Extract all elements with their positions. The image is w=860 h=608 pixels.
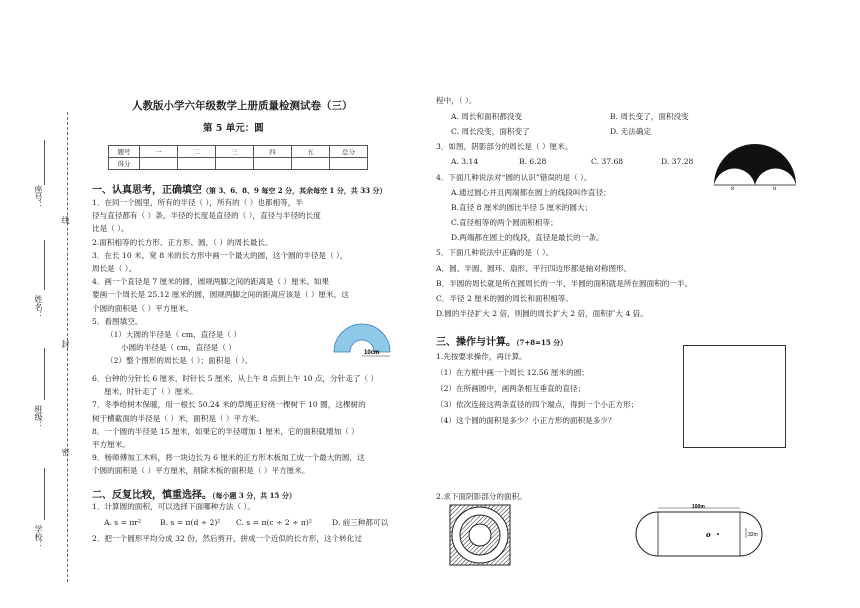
section-3-heading [436,333,567,348]
score-row-label: 得分 [109,158,140,170]
section-3-note: （7+8=15 分） [516,338,568,347]
q-line: 个圆的面积是（ ）平方厘米。 [92,303,194,313]
class-line [44,348,45,400]
q-line: 1．在同一个圆里，所有的半径（ ），所有的（ ）也都相等，半 [92,198,303,207]
q-line: 3．在长 10 米，宽 8 米的长方形中画一个最大的圆，这个圆的半径是（ ）， [92,250,348,260]
score-header: 一 [140,146,178,158]
r-q3-option-a[interactable]: A. 3.14 [451,157,479,166]
s3-step: （1）在方框中画一个周长 12.56 厘米的圆； [436,368,589,377]
r-q4-option-a[interactable]: A.通过圆心并且两端都在圆上的线段叫作直径； [451,188,611,197]
seat-number-line [44,140,45,185]
shaded-square-figure [449,504,511,566]
seal-seal-mark: 封 [61,340,70,348]
q5-line: （2）整个图形的周长是（ ）；面积是（ ）。 [106,356,253,365]
q-line: 8．一个圆的半径是 15 厘米，如果它的半径增加 1 厘米，它的面积就增加（ ） [92,426,359,436]
r-q4: 4．下面几种说法对“圆的认识”错误的是（ ）。 [436,173,592,182]
score-cell[interactable] [254,158,292,170]
q-line: 7．冬季给树木保暖，用一根长 50.24 米的草绳正好绕一棵树干 10 圈，这棵树的 [92,400,366,410]
seal-line-mark: 线 [61,216,70,224]
r-q4-option-d[interactable]: D.两端都在圆上的线段，直径是最长的一条。 [451,233,604,242]
school-label: 学校： [34,525,43,549]
score-header: 四 [254,146,292,158]
s2-q1-option-b[interactable]: B. s = π(d ÷ 2)² [160,518,221,527]
r-q4-option-b[interactable]: B.直径 8 厘米的圆比半径 5 厘米的圆大； [451,203,593,212]
section-1-more-questions [92,372,378,478]
q3-figure [710,140,800,190]
q5-line: （1）大圆的半径是（ cm，直径是（ ） [106,330,242,339]
section-1-heading [92,181,386,196]
center-dot [717,533,719,535]
q-line: 径与直径都有（ ）条，半径的长度是直径的（ ），直径与半径的长度 [92,211,321,221]
seat-number-label: 座号： [34,185,43,209]
q-line: 厘米，时针走了（ ）厘米。 [104,387,198,397]
r-q5-option-b[interactable]: B．半圆的周长就是所在圆周长的一半，半圆的面积就是所在圆面积的一半。 [436,279,693,288]
score-cell[interactable] [216,158,254,170]
width-label: 32m [748,532,758,538]
s2-q2: 2．把一个圆形平均分成 32 份，然后剪开，拼成一个近似的长方形，这个转化过 [92,534,362,543]
track-figure [634,502,764,566]
r-q3: 3．如图，阴影部分的周长是（ ）厘米。 [436,142,573,151]
section-2-note: （每小题 3 分，共 15 分） [212,491,296,500]
r-q5: 5．下面几种说法中正确的是（ ）。 [436,248,554,257]
s2-q1: 1．计算圆的面积，可以选择下面哪种方法（ ）。 [92,502,255,511]
name-line [44,240,45,290]
score-header: 题号 [109,146,140,158]
length-label: 100m [692,504,705,510]
section-2-heading [92,486,296,501]
s3-step: （2）在所画圆中，画两条相互垂直的直径； [436,384,586,393]
section-1-questions [92,196,349,328]
s3-step: （3）依次连接这两条直径的四个端点，得到一个小正方形； [436,400,639,409]
q-line: 比是（ ）。 [92,224,129,234]
score-table [108,145,368,170]
inner-circle [469,524,491,546]
seal-secret-mark: 密 [61,448,70,456]
q-line: 2.面积相等的长方形、正方形、圆，（ ）的周长最长。 [92,237,273,247]
school-line [44,468,45,520]
r-option-a[interactable]: A. 周长和面积都没变 [451,112,523,121]
score-cell[interactable] [292,158,330,170]
s3-q1: 1.先按要求操作，再计算。 [436,352,527,361]
section-1-title: 一、认真思考，正确填空 [92,185,202,196]
score-header: 二 [178,146,216,158]
score-cell[interactable] [330,158,368,170]
q-line: 平方厘米。 [92,440,130,450]
score-cell[interactable] [140,158,178,170]
r-q5-option-a[interactable]: A．圆、半圆、圆环、扇形、平行四边形都是轴对称图形。 [436,264,632,273]
r-line: 程中，（ ）。 [436,96,477,105]
q-line: 4．画一个直径是 7 厘米的圆，圆规两脚之间的距离是（ ）厘米。如果 [92,277,330,287]
q-line: 个圆的面积是（ ）平方厘米，削除木板的面积是（ ）平方厘米。 [92,466,310,476]
center-label: o [706,530,711,539]
r-q5-option-d[interactable]: D.圆的半径扩大 2 倍，则圆的周长扩大 2 倍，面积扩大 4 倍。 [436,309,648,318]
s2-q1-option-d[interactable]: D. 前三种都可以 [332,518,389,527]
name-label: 姓名： [34,295,43,319]
r-q4-option-c[interactable]: C.直径相等的两个圆面积相等； [451,218,558,227]
q3-label-right: 8 [773,186,777,190]
r-q3-option-c[interactable]: C. 37.68 [591,157,624,166]
r-option-d[interactable]: D. 无法确定 [610,127,652,136]
s3-q2: 2.求下面阴影部分的面积。 [436,492,527,501]
q5-figure [322,312,402,364]
q-line: 5．看图填空。 [92,316,143,326]
section-3-title: 三、操作与计算。 [436,337,516,348]
q3-label-left: 8 [731,186,735,190]
q-line: 要画一个周长是 25.12 厘米的圆，圆规两脚之间的距离应该是（ ）厘米，这 [92,290,349,300]
r-q5-option-c[interactable]: C．半径 2 厘米的圆的周长和面积相等。 [436,294,573,303]
r-option-c[interactable]: C. 周长没变，面积变了 [451,127,530,136]
q-line: 9．杨师傅加工木料，将一块边长为 6 厘米的正方形木板加工成一个最大的圆，这 [92,453,365,463]
r-q3-option-d[interactable]: D. 37.28 [661,157,694,166]
page-title: 人教版小学六年级数学上册质量检测试卷（三） [132,100,353,112]
class-label: 班级： [34,405,43,429]
r-option-b[interactable]: B. 周长变了，面积没变 [610,112,689,121]
s2-q1-option-c[interactable]: C. s = π(c ÷ 2 ÷ π)² [236,518,312,527]
section-1-note: （第 3、6、8、9 每空 2 分，其余每空 1 分，共 33 分） [202,186,387,195]
unit-title: 第 5 单元：圆 [203,123,264,134]
section-2-title: 二、反复比较，慎重选择。 [92,490,212,501]
drawing-box[interactable] [683,345,786,448]
score-header: 三 [216,146,254,158]
s3-step: （4）这个圆的面积是多少？小正方形的面积是多少？ [436,416,616,425]
q-line: 树干横截面的半径是（ ）米，面积是（ ）平方米。 [92,413,264,423]
s2-q1-option-a[interactable]: A. s = πr² [104,518,142,527]
q5-line: 小圆的半径是（ cm，直径是（ ） [121,343,236,352]
q-line: 6．台钟的分针长 6 厘米，时针长 5 厘米，从上午 8 点到上午 10 点，分针走了（ ） [92,374,379,383]
score-header: 五 [292,146,330,158]
q5-dimension-label: 10cm [364,350,380,356]
track-outline [636,512,762,556]
q5-shaded-shape [334,324,390,352]
r-q3-option-b[interactable]: B. 6.28 [519,157,547,166]
score-header: 总分 [330,146,368,158]
score-cell[interactable] [178,158,216,170]
q3-shaded-shape [714,144,796,185]
q-line: 周长是（ ）。 [92,264,137,274]
